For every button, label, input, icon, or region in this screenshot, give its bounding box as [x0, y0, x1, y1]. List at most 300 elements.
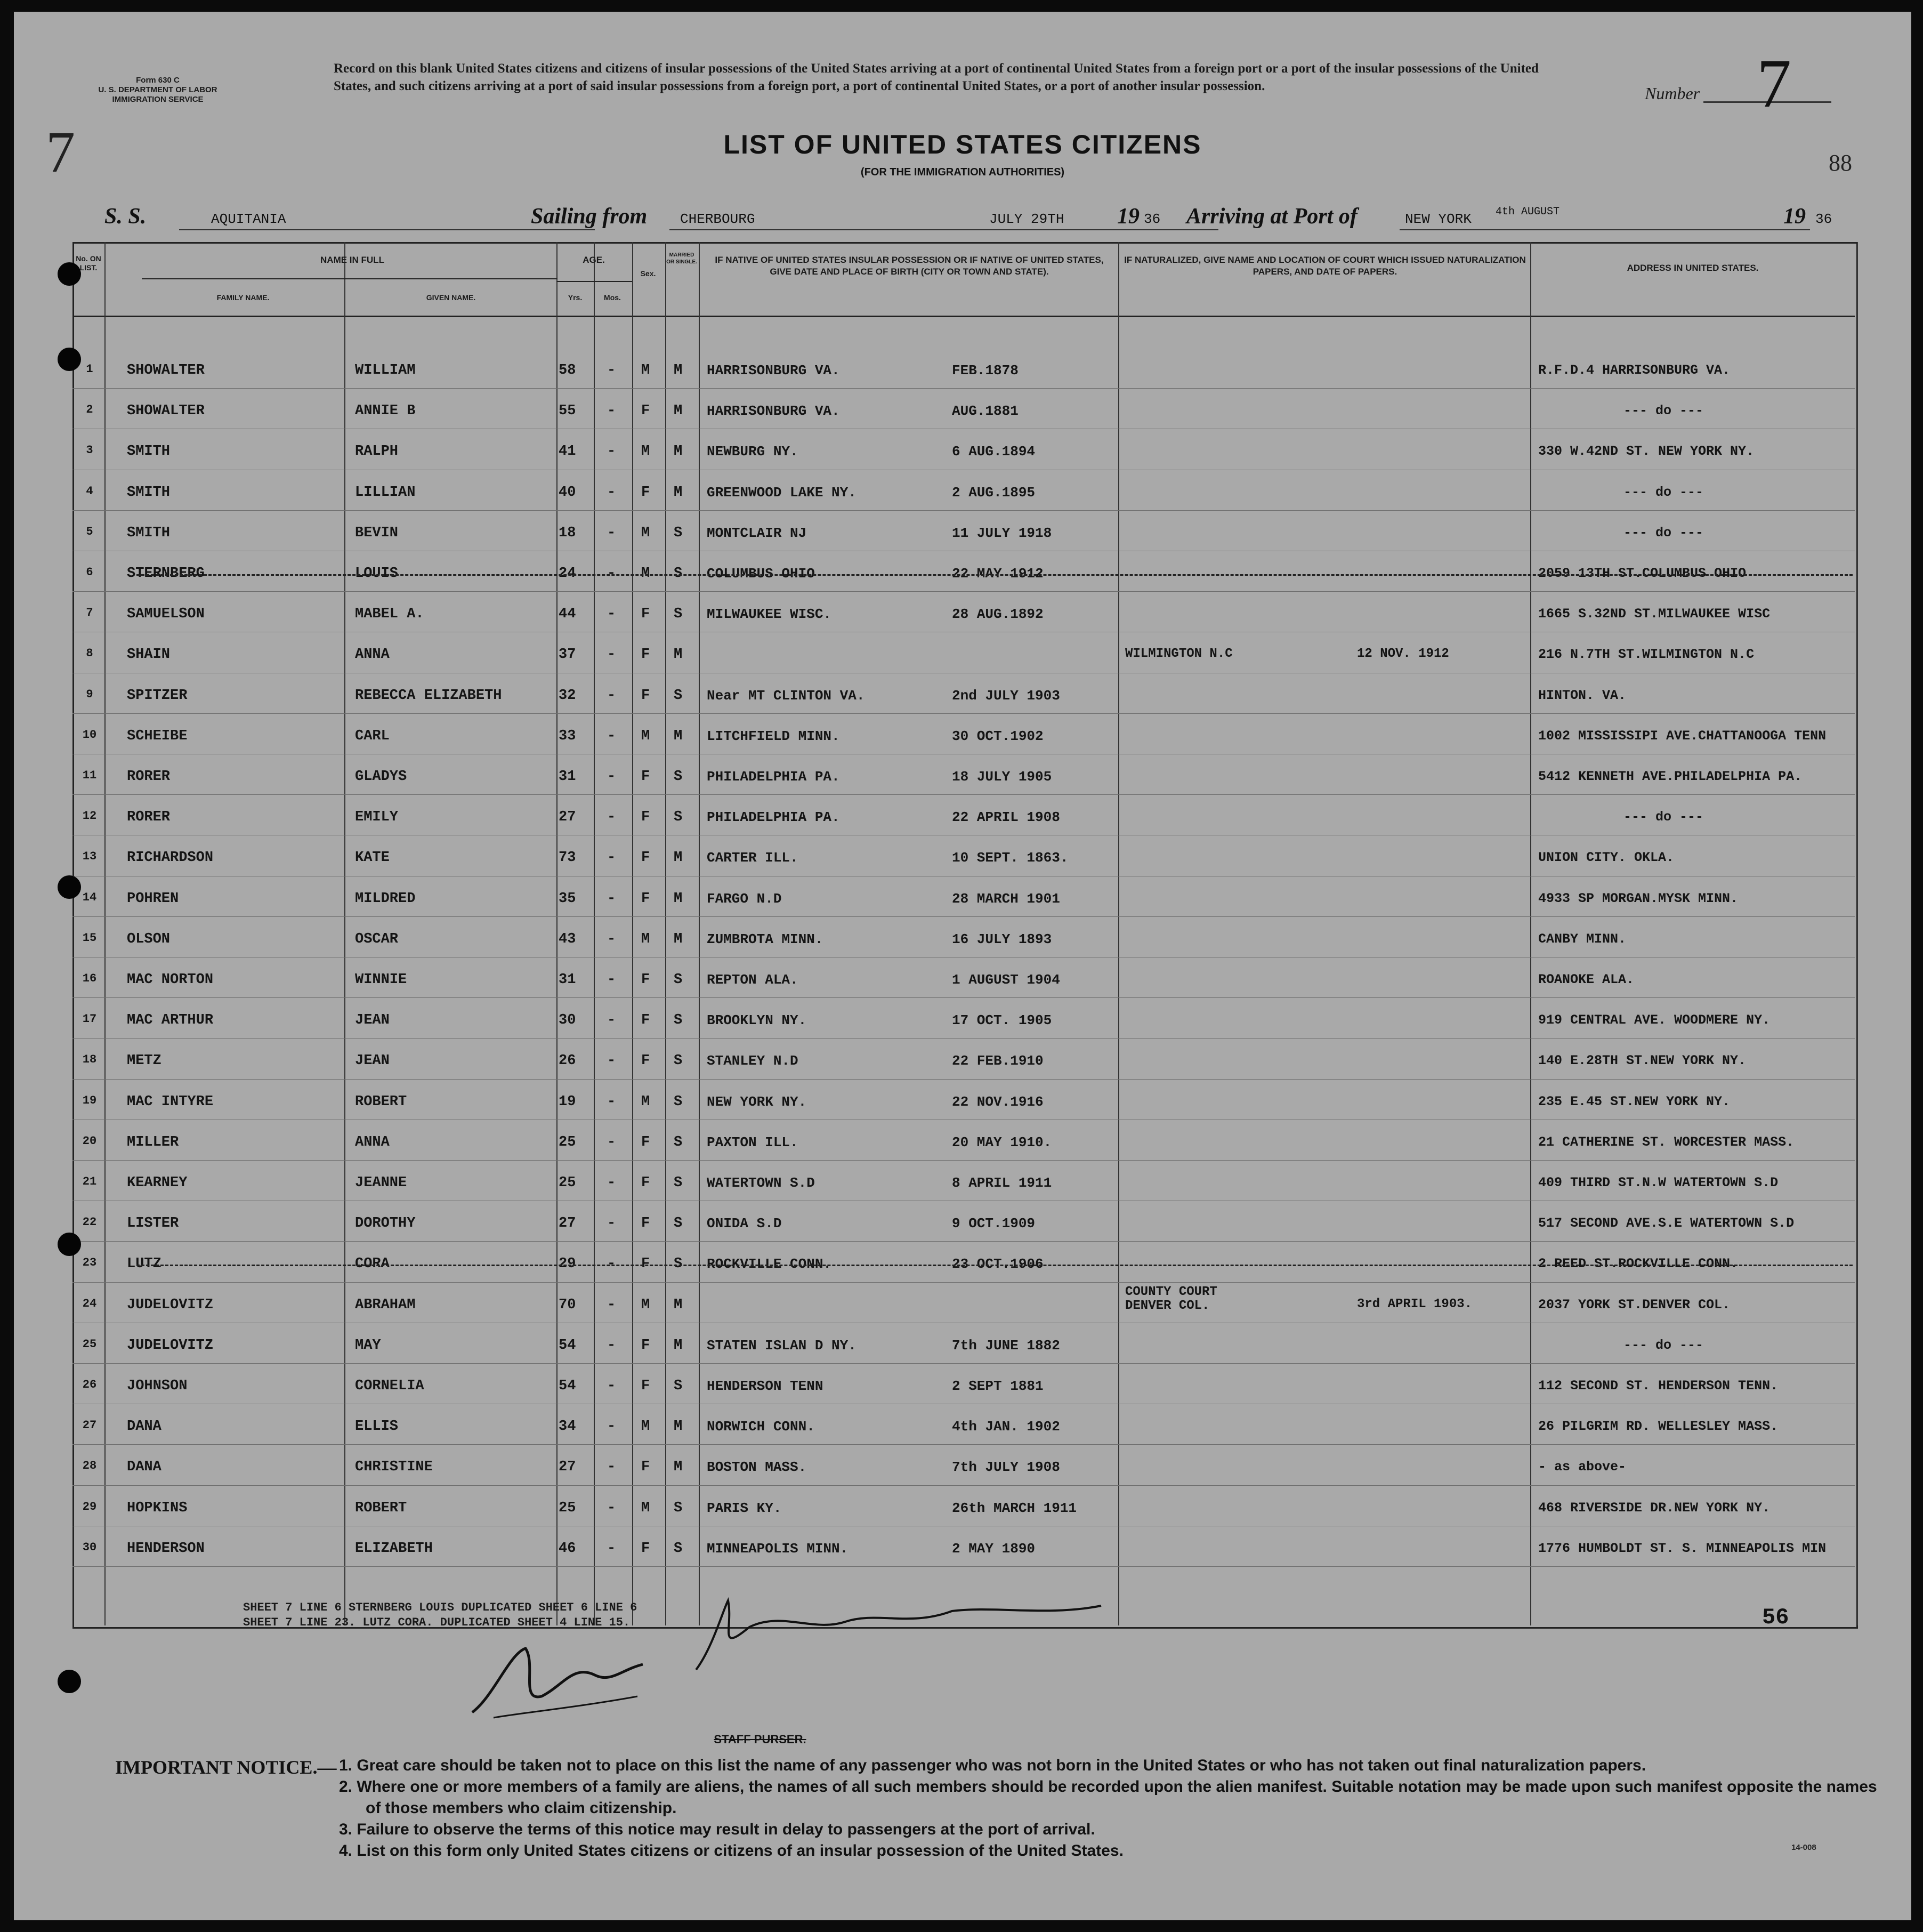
naturalization-date-cell: 3rd APRIL 1903.: [1357, 1297, 1473, 1311]
birth-date-cell: 2 AUG.1895: [952, 484, 1036, 501]
marital-status-cell: S: [674, 1175, 683, 1191]
sex-cell: F: [641, 1256, 650, 1273]
marital-status-cell: S: [674, 606, 683, 623]
birth-place-cell: STANLEY N.D: [707, 1053, 798, 1069]
punch-hole: [58, 262, 81, 286]
address-cell: 112 SECOND ST. HENDERSON TENN.: [1538, 1378, 1779, 1394]
age-months-cell: -: [607, 1378, 616, 1394]
department-name: U. S. DEPARTMENT OF LABOR: [98, 85, 217, 94]
list-number-cell: 21: [82, 1175, 97, 1188]
list-number-cell: 1: [86, 363, 93, 376]
row-rule: [72, 1485, 1855, 1486]
sex-cell: M: [641, 363, 650, 379]
row-rule: [72, 997, 1855, 998]
birth-date-cell: 4th JAN. 1902: [952, 1419, 1060, 1435]
birth-date-cell: 26th MARCH 1911: [952, 1500, 1077, 1516]
header-given-name: GIVEN NAME.: [426, 293, 476, 302]
service-name: IMMIGRATION SERVICE: [112, 95, 204, 104]
given-name-cell: CORNELIA: [355, 1378, 424, 1394]
sex-cell: F: [641, 1175, 650, 1191]
birth-place-cell: REPTON ALA.: [707, 972, 798, 988]
list-number-cell: 24: [82, 1297, 97, 1310]
family-name-cell: SCHEIBE: [127, 728, 188, 744]
family-name-cell: METZ: [127, 1053, 161, 1069]
age-months-cell: -: [607, 647, 616, 663]
age-years-cell: 35: [559, 890, 576, 907]
header-married-single: MARRIED OR SINGLE.: [666, 252, 697, 265]
marital-status-cell: S: [674, 769, 683, 785]
family-name-cell: JUDELOVITZ: [127, 1337, 214, 1354]
sex-cell: M: [641, 1297, 650, 1313]
age-months-cell: -: [607, 972, 616, 988]
given-name-cell: REBECCA ELIZABETH: [355, 687, 502, 704]
marital-status-cell: S: [674, 687, 683, 704]
list-number-cell: 14: [82, 890, 97, 904]
family-name-cell: SAMUELSON: [127, 606, 205, 623]
birth-date-cell: 22 MAY 1912: [952, 566, 1044, 582]
address-cell: 2059 13TH ST.COLUMBUS OHIO: [1538, 566, 1747, 581]
given-name-cell: GLADYS: [355, 769, 407, 785]
sex-cell: F: [641, 647, 650, 663]
age-years-cell: 30: [559, 1012, 576, 1029]
age-months-cell: -: [607, 1134, 616, 1150]
header-birth-place: IF NATIVE OF UNITED STATES INSULAR POSSESSION OR IF NATIVE OF UNITED STATES, GIVE DATE AND PLACE OF BIRTH (CITY OR TOWN AND STATE).: [715, 255, 1104, 277]
family-name-cell: SHOWALTER: [127, 403, 205, 420]
notice-item: 2. Where one or more members of a family are aliens, the names of all such members should be recorded upon the alien manifest. Suitable notation may be made upon such manifest opposite the names of those members who claim citizenship.: [339, 1778, 1877, 1817]
age-months-cell: -: [607, 525, 616, 541]
address-cell: 26 PILGRIM RD. WELLESLEY MASS.: [1538, 1419, 1779, 1435]
birth-date-cell: 22 APRIL 1908: [952, 809, 1060, 826]
row-rule: [72, 591, 1855, 592]
form-instructions: Record on this blank United States citizens and citizens of insular possessions of the United States arriving at a port of continental United States from a foreign port or a port of the insular possessions of the United States, and such citizens arriving at a port of said insular possessions from a foreign port, a port of continental United States, or a port of another insular possession.: [334, 61, 1539, 93]
column-divider: [1530, 242, 1531, 1625]
birth-place-cell: ONIDA S.D: [707, 1215, 782, 1232]
column-divider: [556, 242, 557, 1625]
address-cell: 2037 YORK ST.DENVER COL.: [1538, 1297, 1731, 1313]
birth-place-cell: ZUMBROTA MINN.: [707, 931, 823, 947]
address-cell: 1002 MISSISSIPI AVE.CHATTANOOGA TENN: [1538, 728, 1827, 744]
family-name-cell: HENDERSON: [127, 1540, 205, 1557]
purser-signature: [462, 1632, 653, 1739]
birth-place-cell: HARRISONBURG VA.: [707, 403, 840, 420]
sex-cell: F: [641, 1378, 650, 1394]
birth-place-cell: ROCKVILLE CONN.: [707, 1256, 832, 1273]
sex-cell: F: [641, 606, 650, 623]
list-number-cell: 11: [82, 769, 97, 782]
birth-place-cell: NORWICH CONN.: [707, 1419, 815, 1435]
age-years-cell: 73: [559, 850, 576, 866]
age-months-cell: -: [607, 1337, 616, 1354]
birth-date-cell: 8 APRIL 1911: [952, 1175, 1052, 1191]
row-rule: [72, 1566, 1855, 1567]
list-number-cell: 26: [82, 1378, 97, 1391]
age-years-cell: 29: [559, 1256, 576, 1273]
list-number-cell: 16: [82, 972, 97, 985]
age-months-cell: -: [607, 1297, 616, 1313]
birth-date-cell: 30 OCT.1902: [952, 728, 1044, 744]
sex-cell: F: [641, 1053, 650, 1069]
given-name-cell: ANNA: [355, 647, 390, 663]
birth-date-cell: 28 AUG.1892: [952, 606, 1044, 623]
age-months-cell: -: [607, 1175, 616, 1191]
strike-through-line: [136, 1265, 1853, 1266]
age-months-cell: -: [607, 566, 616, 582]
family-name-cell: LISTER: [127, 1215, 179, 1232]
birth-place-cell: MILWAUKEE WISC.: [707, 606, 832, 623]
given-name-cell: CHRISTINE: [355, 1459, 433, 1476]
sex-cell: F: [641, 769, 650, 785]
address-cell: ROANOKE ALA.: [1538, 972, 1635, 987]
age-years-cell: 54: [559, 1337, 576, 1354]
family-name-cell: JUDELOVITZ: [127, 1297, 214, 1313]
duplicate-note: SHEET 7 LINE 23. LUTZ CORA. DUPLICATED SHEET 4 LINE 15.: [243, 1616, 631, 1629]
list-number-cell: 15: [82, 931, 97, 945]
age-months-cell: -: [607, 1500, 616, 1516]
address-cell: - as above-: [1538, 1459, 1627, 1475]
marital-status-cell: S: [674, 1500, 683, 1516]
column-divider: [1118, 242, 1119, 1625]
address-cell: --- do ---: [1623, 1337, 1704, 1353]
family-name-cell: DANA: [127, 1419, 161, 1435]
age-years-cell: 18: [559, 525, 576, 541]
address-cell: 1776 HUMBOLDT ST. S. MINNEAPOLIS MIN: [1538, 1540, 1827, 1556]
punch-hole: [58, 348, 81, 371]
age-months-cell: -: [607, 484, 616, 501]
sailing-port: CHERBOURG: [680, 211, 755, 227]
age-years-cell: 70: [559, 1297, 576, 1313]
family-name-cell: SMITH: [127, 525, 171, 541]
notice-heading: IMPORTANT NOTICE.—: [115, 1757, 337, 1778]
family-name-cell: SHAIN: [127, 647, 171, 663]
age-months-cell: -: [607, 931, 616, 947]
row-rule: [72, 1241, 1855, 1242]
marital-status-cell: M: [674, 728, 683, 744]
row-rule: [72, 1444, 1855, 1445]
column-divider: [632, 242, 633, 1625]
birth-place-cell: BOSTON MASS.: [707, 1459, 807, 1476]
list-number-cell: 7: [86, 606, 93, 620]
marital-status-cell: S: [674, 972, 683, 988]
staff-purser-label: STAFF PURSER.: [714, 1733, 806, 1746]
list-number-cell: 4: [86, 484, 93, 498]
header-name-in-full: NAME IN FULL: [320, 255, 384, 265]
family-name-cell: SMITH: [127, 484, 171, 501]
address-cell: 919 CENTRAL AVE. WOODMERE NY.: [1538, 1012, 1771, 1028]
number-label: Number: [1645, 84, 1700, 103]
given-name-cell: WINNIE: [355, 972, 407, 988]
given-name-cell: DOROTHY: [355, 1215, 416, 1232]
list-number-cell: 27: [82, 1419, 97, 1432]
birth-place-cell: FARGO N.D: [707, 890, 782, 907]
given-name-cell: EMILY: [355, 809, 399, 826]
family-name-cell: KEARNEY: [127, 1175, 188, 1191]
list-number-cell: 9: [86, 687, 93, 701]
marital-status-cell: S: [674, 809, 683, 826]
manifest-sheet: [14, 12, 1911, 1920]
column-divider: [594, 242, 595, 1625]
header-age-years: Yrs.: [568, 293, 583, 302]
birth-place-cell: PARIS KY.: [707, 1500, 782, 1516]
header-bottom-line: [72, 316, 1855, 317]
family-name-cell: RORER: [127, 809, 171, 826]
list-number-cell: 22: [82, 1215, 97, 1229]
age-years-cell: 33: [559, 728, 576, 744]
marital-status-cell: M: [674, 403, 683, 420]
birth-place-cell: STATEN ISLAN D NY.: [707, 1337, 857, 1354]
birth-date-cell: FEB.1878: [952, 363, 1019, 379]
address-cell: 4933 SP MORGAN.MYSK MINN.: [1538, 890, 1739, 906]
marital-status-cell: M: [674, 850, 683, 866]
address-cell: UNION CITY. OKLA.: [1538, 850, 1675, 866]
age-months-cell: -: [607, 728, 616, 744]
sex-cell: F: [641, 403, 650, 420]
age-years-cell: 25: [559, 1175, 576, 1191]
birth-date-cell: 9 OCT.1909: [952, 1215, 1036, 1232]
row-rule: [72, 916, 1855, 917]
age-months-cell: -: [607, 363, 616, 379]
marital-status-cell: M: [674, 1419, 683, 1435]
naturalization-date-cell: 12 NOV. 1912: [1357, 647, 1449, 662]
marital-status-cell: S: [674, 1053, 683, 1069]
family-name-cell: LUTZ: [127, 1256, 161, 1273]
page-title: LIST OF UNITED STATES CITIZENS: [723, 130, 1202, 159]
list-number-cell: 23: [82, 1256, 97, 1270]
given-name-cell: KATE: [355, 850, 390, 866]
age-months-cell: -: [607, 1419, 616, 1435]
family-name-cell: JOHNSON: [127, 1378, 188, 1394]
marital-status-cell: M: [674, 1337, 683, 1354]
list-number-cell: 13: [82, 850, 97, 864]
birth-date-cell: 17 OCT. 1905: [952, 1012, 1052, 1029]
birth-place-cell: MONTCLAIR NJ: [707, 525, 807, 541]
marital-status-cell: M: [674, 647, 683, 663]
birth-date-cell: 11 JULY 1918: [952, 525, 1052, 541]
given-name-cell: MABEL A.: [355, 606, 424, 623]
family-name-cell: SHOWALTER: [127, 363, 205, 379]
age-months-cell: -: [607, 1459, 616, 1476]
column-divider: [344, 242, 345, 1625]
address-cell: 409 THIRD ST.N.W WATERTOWN S.D: [1538, 1175, 1779, 1190]
address-cell: 5412 KENNETH AVE.PHILADELPHIA PA.: [1538, 769, 1803, 784]
birth-date-cell: 18 JULY 1905: [952, 769, 1052, 785]
given-name-cell: CORA: [355, 1256, 390, 1273]
list-number-cell: 19: [82, 1093, 97, 1107]
column-divider: [1857, 242, 1858, 1625]
sex-cell: F: [641, 1459, 650, 1476]
age-years-cell: 58: [559, 363, 576, 379]
duplicate-note: SHEET 7 LINE 6 STERNBERG LOUIS DUPLICATED SHEET 6 LINE 6: [243, 1601, 637, 1614]
age-years-cell: 46: [559, 1540, 576, 1557]
given-name-cell: ELIZABETH: [355, 1540, 433, 1557]
column-divider: [699, 242, 700, 1625]
ss-label: S. S.: [104, 204, 147, 229]
punch-hole: [58, 1670, 81, 1693]
age-years-cell: 40: [559, 484, 576, 501]
list-number-cell: 17: [82, 1012, 97, 1026]
address-cell: 330 W.42ND ST. NEW YORK NY.: [1538, 444, 1755, 460]
age-months-cell: -: [607, 1012, 616, 1029]
header-sex: Sex.: [640, 269, 656, 278]
sheet-number: 7: [1757, 45, 1791, 122]
birth-date-cell: 10 SEPT. 1863.: [952, 850, 1069, 866]
age-years-cell: 31: [559, 972, 576, 988]
birth-place-cell: BROOKLYN NY.: [707, 1012, 807, 1029]
page-count: 56: [1762, 1605, 1789, 1630]
notice-item: 4. List on this form only United States citizens or citizens of an insular possession of the United States.: [339, 1842, 1124, 1859]
birth-date-cell: 1 AUGUST 1904: [952, 972, 1060, 988]
address-cell: 21 CATHERINE ST. WORCESTER MASS.: [1538, 1134, 1795, 1150]
sailing-date: JULY 29TH: [989, 211, 1064, 227]
sex-cell: F: [641, 484, 650, 501]
address-cell: 216 N.7TH ST.WILMINGTON N.C: [1538, 647, 1755, 663]
arrival-year: 36: [1815, 211, 1832, 227]
birth-date-cell: 6 AUG.1894: [952, 444, 1036, 460]
row-rule: [72, 1160, 1855, 1161]
age-years-cell: 19: [559, 1093, 576, 1110]
marital-status-cell: S: [674, 1093, 683, 1110]
header-family-name: FAMILY NAME.: [216, 293, 270, 302]
birth-place-cell: COLUMBUS OHIO: [707, 566, 815, 582]
birth-place-cell: PHILADELPHIA PA.: [707, 809, 840, 826]
sex-cell: F: [641, 1337, 650, 1354]
age-years-cell: 43: [559, 931, 576, 947]
birth-date-cell: 20 MAY 1910.: [952, 1134, 1052, 1150]
address-cell: --- do ---: [1623, 403, 1704, 419]
sailing-year-prefix: 19: [1117, 204, 1140, 229]
age-months-cell: -: [607, 687, 616, 704]
address-cell: R.F.D.4 HARRISONBURG VA.: [1538, 363, 1731, 378]
marital-status-cell: S: [674, 566, 683, 582]
address-cell: 1665 S.32ND ST.MILWAUKEE WISC: [1538, 606, 1771, 622]
marital-status-cell: M: [674, 931, 683, 947]
sailing-year: 36: [1144, 211, 1161, 227]
given-name-cell: ABRAHAM: [355, 1297, 416, 1313]
address-cell: 235 E.45 ST.NEW YORK NY.: [1538, 1093, 1731, 1109]
given-name-cell: ELLIS: [355, 1419, 399, 1435]
address-cell: 140 E.28TH ST.NEW YORK NY.: [1538, 1053, 1747, 1069]
birth-date-cell: 23 OCT.1906: [952, 1256, 1044, 1273]
marital-status-cell: S: [674, 1215, 683, 1232]
header-naturalization: IF NATURALIZED, GIVE NAME AND LOCATION OF COURT WHICH ISSUED NATURALIZATION PAPERS, AND DATE OF PAPERS.: [1124, 255, 1526, 277]
row-rule: [72, 1363, 1855, 1364]
ship-name: AQUITANIA: [211, 211, 286, 227]
sex-cell: F: [641, 809, 650, 826]
birth-place-cell: HARRISONBURG VA.: [707, 363, 840, 379]
marital-status-cell: S: [674, 1134, 683, 1150]
ship-underline: [179, 229, 595, 230]
sex-cell: F: [641, 1134, 650, 1150]
official-signature: [675, 1590, 1112, 1680]
arriving-label: Arriving at Port of: [1186, 204, 1358, 229]
address-cell: HINTON. VA.: [1538, 687, 1627, 703]
given-name-cell: JEANNE: [355, 1175, 407, 1191]
birth-place-cell: PHILADELPHIA PA.: [707, 769, 840, 785]
birth-place-cell: NEW YORK NY.: [707, 1093, 807, 1110]
row-rule: [72, 1079, 1855, 1080]
age-years-cell: 41: [559, 444, 576, 460]
notice-item: 1. Great care should be taken not to place on this list the name of any passenger who was not born in the United States or who has not taken out final naturalization papers.: [339, 1757, 1646, 1774]
family-name-cell: RICHARDSON: [127, 850, 214, 866]
birth-date-cell: 2 MAY 1890: [952, 1540, 1036, 1557]
age-months-cell: -: [607, 1215, 616, 1232]
column-divider: [104, 242, 106, 1625]
sex-cell: M: [641, 444, 650, 460]
sex-cell: F: [641, 1215, 650, 1232]
age-months-cell: -: [607, 890, 616, 907]
sex-cell: F: [641, 850, 650, 866]
notice-item: 3. Failure to observe the terms of this notice may result in delay to passengers at the port of arrival.: [339, 1821, 1095, 1838]
punch-hole: [58, 1233, 81, 1256]
birth-place-cell: MINNEAPOLIS MINN.: [707, 1540, 849, 1557]
header-age-months: Mos.: [604, 293, 621, 302]
duplicate-notes: [243, 1600, 637, 1630]
given-name-cell: JEAN: [355, 1012, 390, 1029]
age-years-cell: 25: [559, 1134, 576, 1150]
arrival-year-prefix: 19: [1783, 204, 1806, 229]
list-number-cell: 30: [82, 1540, 97, 1554]
family-name-cell: HOPKINS: [127, 1500, 188, 1516]
row-rule: [72, 1038, 1855, 1039]
row-rule: [72, 388, 1855, 389]
list-number-cell: 8: [86, 647, 93, 661]
given-name-cell: BEVIN: [355, 525, 399, 541]
age-years-cell: 24: [559, 566, 576, 582]
marital-status-cell: M: [674, 444, 683, 460]
birth-date-cell: 2nd JULY 1903: [952, 687, 1060, 704]
given-name-cell: LOUIS: [355, 566, 399, 582]
birth-place-cell: LITCHFIELD MINN.: [707, 728, 840, 744]
age-months-cell: -: [607, 769, 616, 785]
age-months-cell: -: [607, 1540, 616, 1557]
address-cell: 468 RIVERSIDE DR.NEW YORK NY.: [1538, 1500, 1771, 1516]
age-months-cell: -: [607, 809, 616, 826]
birth-date-cell: 16 JULY 1893: [952, 931, 1052, 947]
form-code: 14-008: [1791, 1843, 1816, 1852]
sex-cell: F: [641, 972, 650, 988]
given-name-cell: MILDRED: [355, 890, 416, 907]
birth-place-cell: WATERTOWN S.D: [707, 1175, 815, 1191]
sex-cell: M: [641, 728, 650, 744]
age-years-cell: 32: [559, 687, 576, 704]
age-months-cell: -: [607, 1053, 616, 1069]
age-years-cell: 54: [559, 1378, 576, 1394]
list-number-cell: 28: [82, 1459, 97, 1473]
sex-cell: M: [641, 566, 650, 582]
sailing-underline: [669, 229, 1218, 230]
age-months-cell: -: [607, 1256, 616, 1273]
sex-cell: M: [641, 1093, 650, 1110]
address-cell: --- do ---: [1623, 484, 1704, 500]
given-name-cell: WILLIAM: [355, 363, 416, 379]
birth-date-cell: 7th JULY 1908: [952, 1459, 1060, 1476]
age-months-cell: -: [607, 444, 616, 460]
list-number-cell: 18: [82, 1053, 97, 1067]
marital-status-cell: M: [674, 1297, 683, 1313]
given-name-cell: LILLIAN: [355, 484, 416, 501]
address-cell: 2 REED ST.ROCKVILLE CONN.: [1538, 1256, 1739, 1272]
row-rule: [72, 713, 1855, 714]
birth-date-cell: 2 SEPT 1881: [952, 1378, 1044, 1394]
age-years-cell: 37: [559, 647, 576, 663]
marital-status-cell: S: [674, 1540, 683, 1557]
given-name-cell: JEAN: [355, 1053, 390, 1069]
age-years-cell: 27: [559, 1215, 576, 1232]
list-number-cell: 3: [86, 444, 93, 457]
subheader-line: [556, 281, 632, 282]
age-years-cell: 27: [559, 1459, 576, 1476]
list-number-cell: 12: [82, 809, 97, 823]
family-name-cell: DANA: [127, 1459, 161, 1476]
